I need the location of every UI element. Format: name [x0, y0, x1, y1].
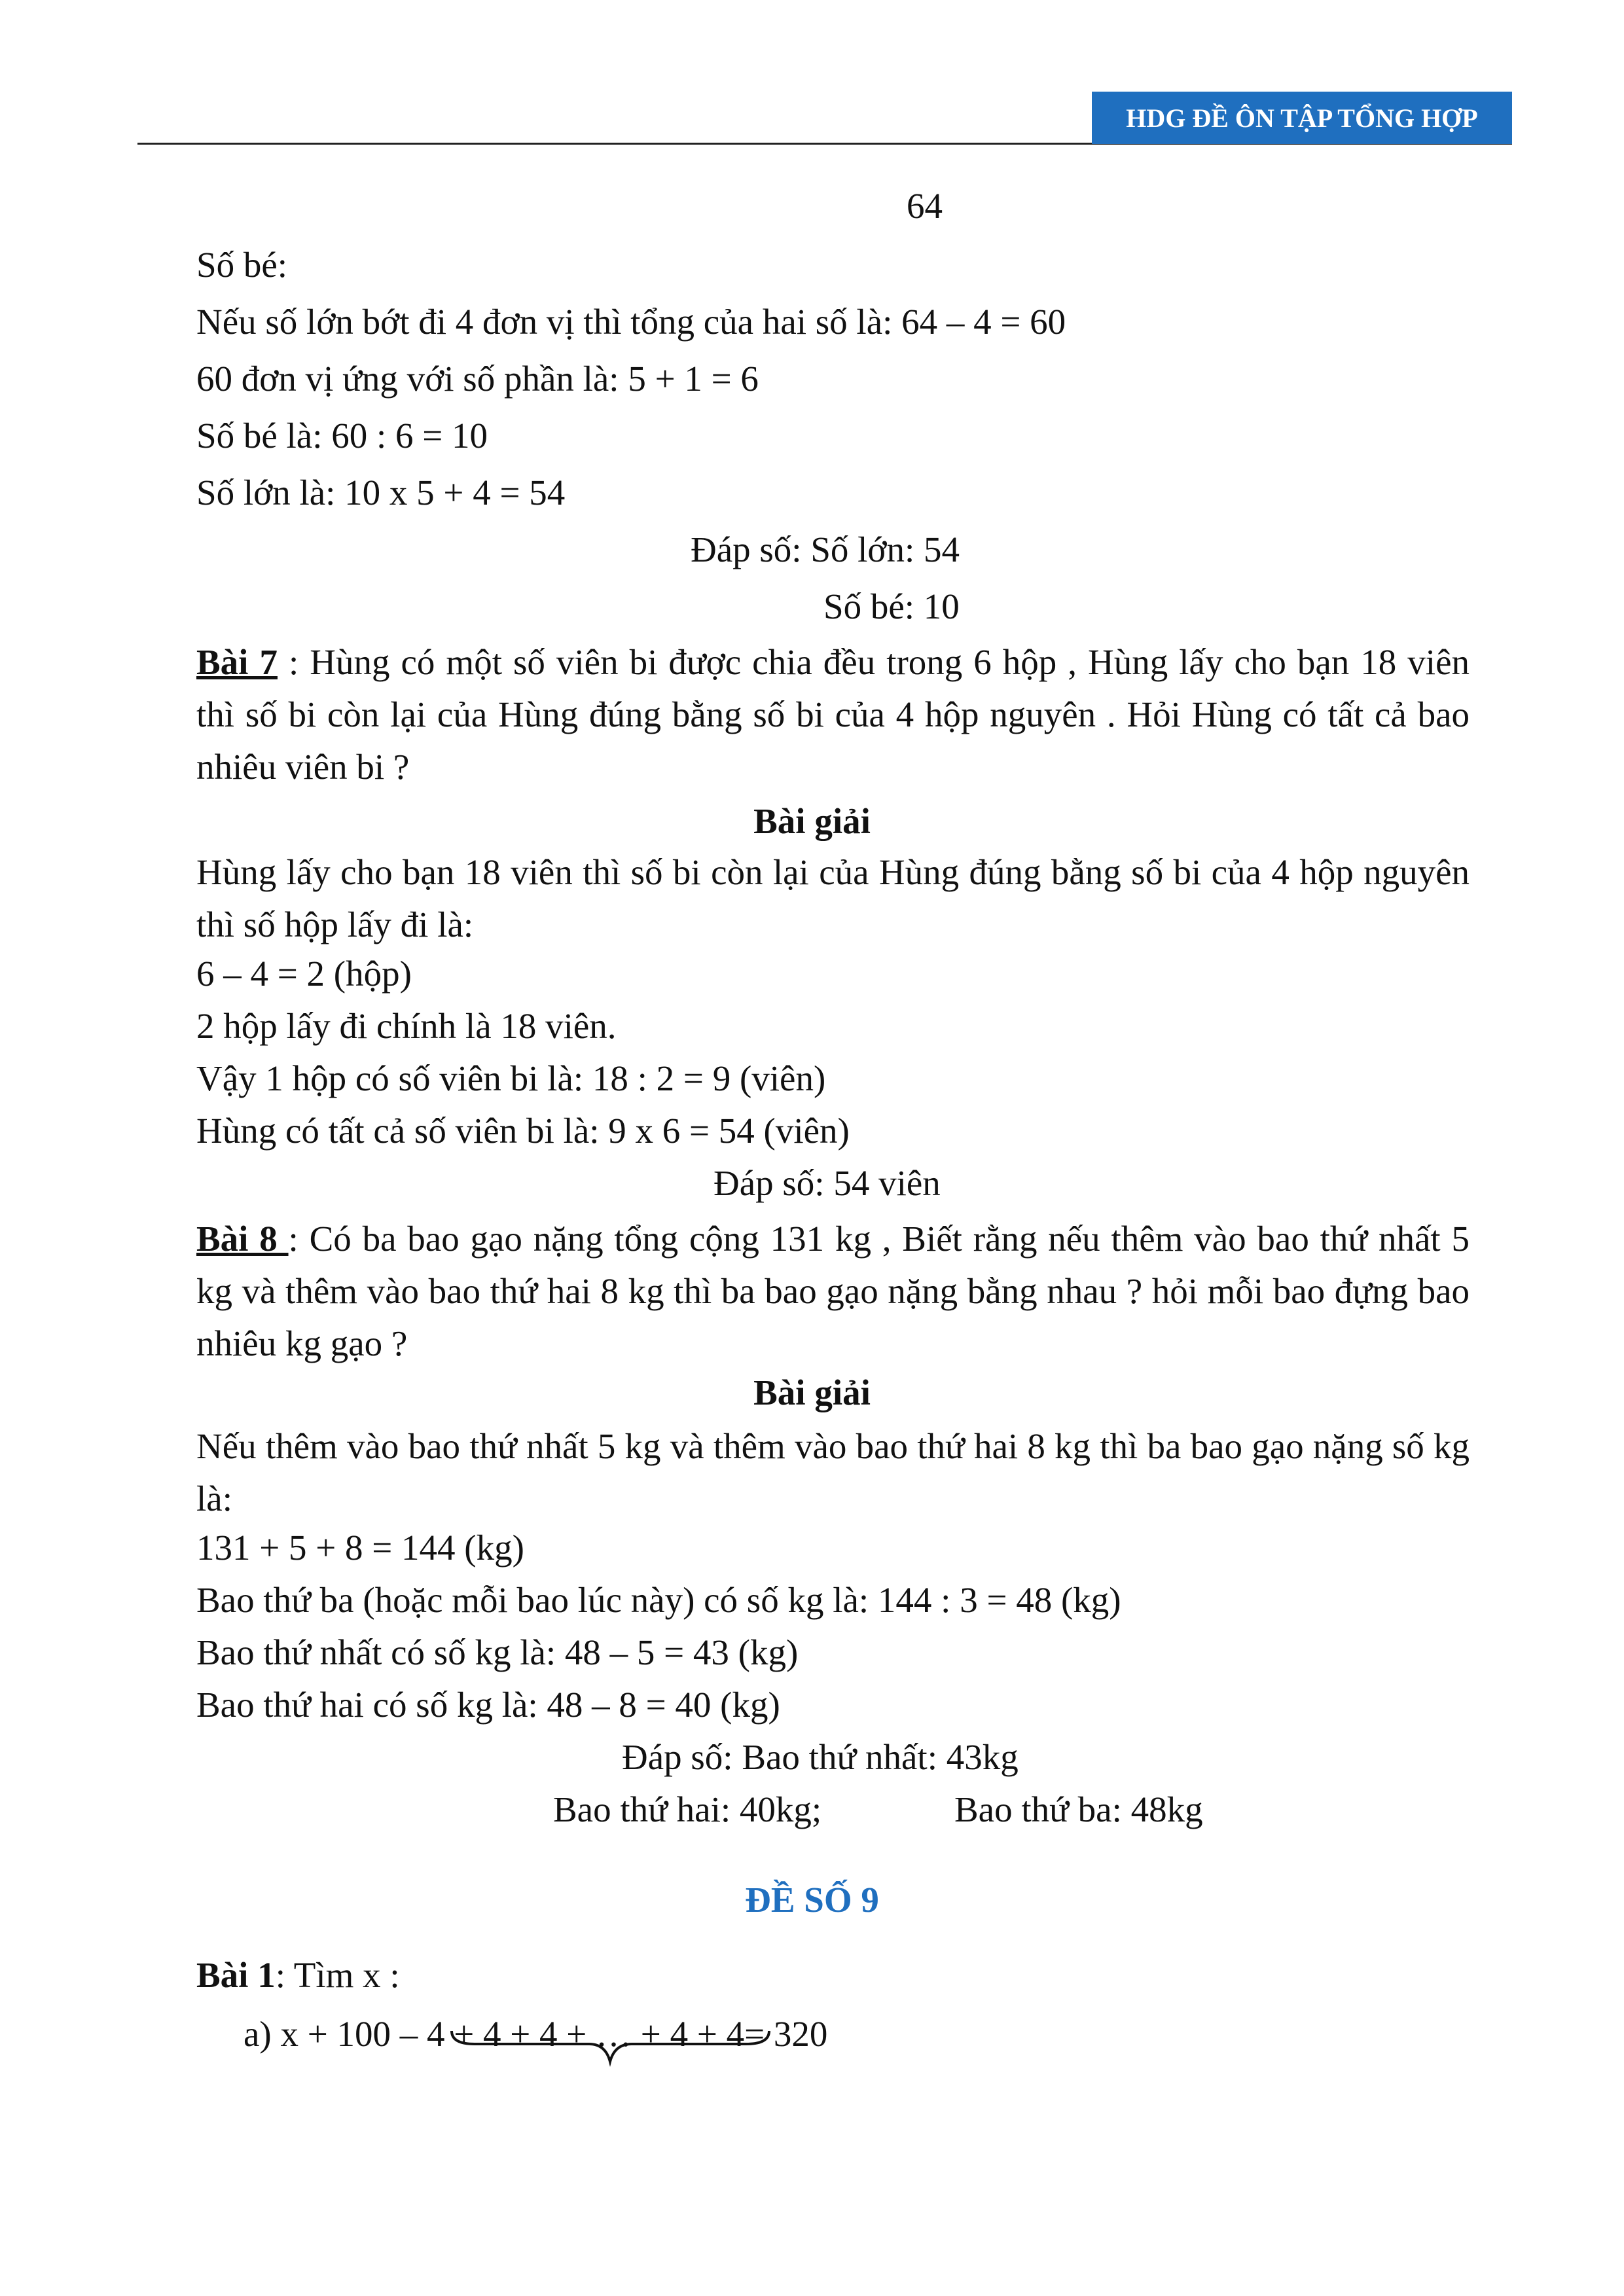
- text-line: 131 + 5 + 8 = 144 (kg): [196, 1528, 524, 1568]
- bai1-label: Bài 1: [196, 1955, 276, 1995]
- text-line: Bao thứ hai có số kg là: 48 – 8 = 40 (kg): [196, 1685, 780, 1725]
- section-title: ĐỀ SỐ 9: [745, 1880, 879, 1920]
- answer-line: Bao thứ ba: 48kg: [954, 1789, 1203, 1829]
- text-line: Nếu số lớn bớt đi 4 đơn vị thì tổng của hai số là: 64 – 4 = 60: [196, 302, 1066, 342]
- text-line: Số bé:: [196, 245, 288, 285]
- answer-line: Đáp số: Số lớn: 54: [691, 529, 960, 569]
- text-line: Bao thứ nhất có số kg là: 48 – 5 = 43 (kg): [196, 1632, 799, 1672]
- text-line: Số bé là: 60 : 6 = 10: [196, 416, 488, 456]
- text-line: 60 đơn vị ứng với số phần là: 5 + 1 = 6: [196, 359, 759, 399]
- text-line: Bao thứ ba (hoặc mỗi bao lúc này) có số kg là: 144 : 3 = 48 (kg): [196, 1580, 1121, 1620]
- answer-line: Đáp số: Bao thứ nhất: 43kg: [622, 1737, 1019, 1777]
- bai7-label: Bài 7: [196, 642, 278, 682]
- bai1-text: : Tìm x :: [275, 1955, 400, 1995]
- de9-bai1: [196, 1956, 400, 1996]
- page-number: 64: [907, 186, 943, 226]
- bai7-para: Hùng lấy cho bạn 18 viên thì số bi còn lại của Hùng đúng bằng số bi của 4 hộp nguyên thì số hộp lấy đi là:: [196, 852, 1470, 944]
- bai8-problem: [196, 1213, 1470, 1370]
- bai7-solution-title: Bài giải: [753, 801, 871, 841]
- bai8-label: Bài 8: [196, 1219, 289, 1259]
- bai8-solution-title: Bài giải: [753, 1372, 871, 1412]
- curly-brace-icon: [448, 2028, 772, 2067]
- header-badge: HDG ĐỀ ÔN TẬP TỔNG HỢP: [1092, 92, 1512, 144]
- answer-line: Đáp số: 54 viên: [713, 1163, 941, 1203]
- text-line: Vậy 1 hộp có số viên bi là: 18 : 2 = 9 (viên): [196, 1058, 826, 1098]
- bai7-problem: [196, 636, 1470, 793]
- text-line: 2 hộp lấy đi chính là 18 viên.: [196, 1006, 617, 1046]
- text-line: Số lớn là: 10 x 5 + 4 = 54: [196, 473, 566, 512]
- text-line: 6 – 4 = 2 (hộp): [196, 954, 412, 994]
- answer-line: Bao thứ hai: 40kg;: [553, 1789, 822, 1829]
- bai7-text: : Hùng có một số viên bi được chia đều trong 6 hộp , Hùng lấy cho bạn 18 viên thì số bi còn lại của Hùng đúng bằng số bi của 4 hộp nguyên . Hỏi Hùng có tất cả bao nhiêu viên bi ?: [196, 642, 1470, 787]
- bai8-text: : Có ba bao gạo nặng tổng cộng 131 kg , Biết rằng nếu thêm vào bao thứ nhất 5 kg và thêm vào bao thứ hai 8 kg thì ba bao gạo nặng bằng nhau ? hỏi mỗi bao đựng bao nhiêu kg gạo ?: [196, 1219, 1470, 1363]
- text-line: Hùng có tất cả số viên bi là: 9 x 6 = 54 (viên): [196, 1111, 850, 1151]
- bai8-para: Nếu thêm vào bao thứ nhất 5 kg và thêm vào bao thứ hai 8 kg thì ba bao gạo nặng số kg là:: [196, 1426, 1470, 1518]
- answer-line: Số bé: 10: [823, 586, 960, 626]
- equation-a: a) x + 100 – 4 + 4 + 4 + … + 4 + 4= 320: [244, 2014, 828, 2054]
